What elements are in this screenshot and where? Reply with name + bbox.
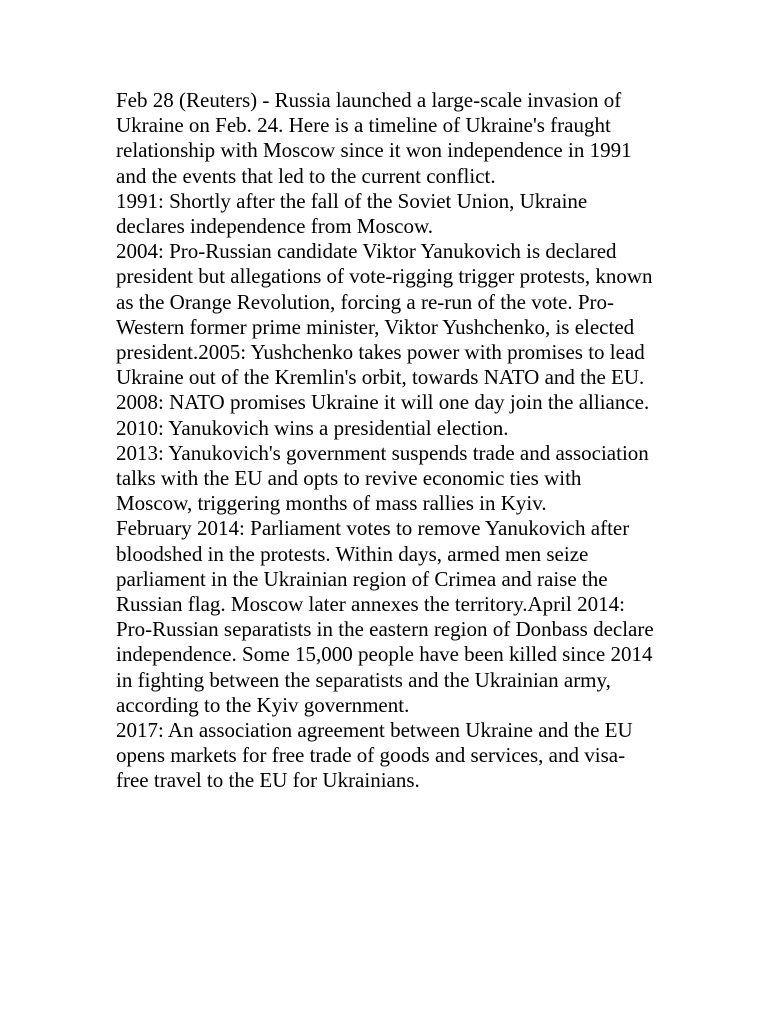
intro-paragraph: Feb 28 (Reuters) - Russia launched a large-scale invasion of Ukraine on Feb. 24. Here is a timeline of Ukraine's fraught relationship with Moscow since it won independence in 1991 and the events that led to the current conflict. xyxy=(116,88,632,188)
timeline-entry-1991: 1991: Shortly after the fall of the Soviet Union, Ukraine declares independence from Moscow. xyxy=(116,188,588,239)
timeline-entry-2008: 2008: NATO promises Ukraine it will one day join the alliance. xyxy=(116,390,650,415)
timeline-entry-2004: 2004: Pro-Russian candidate Viktor Yanukovich is declared president but allegations of vote-rigging trigger protests, known as the Orange Revolution, forcing a re-run of the vote. Pro-Western former prime minister, Viktor Yushchenko, is elected president.2005: Yushchenko takes power with promises to lead Ukraine out of the Kremlin's orbit, towards NATO and the EU. xyxy=(116,239,653,390)
timeline-entry-2010: 2010: Yanukovich wins a presidential election. xyxy=(116,415,509,440)
document-body xyxy=(116,88,656,794)
timeline-entry-2014: February 2014: Parliament votes to remove Yanukovich after bloodshed in the protests. Within days, armed men seize parliament in the Ukrainian region of Crimea and raise the Russian flag. Moscow later annexes the territory.April 2014: Pro-Russian separatists in the eastern region of Donbass declare independence. Some 15,000 people have been killed since 2014 in fighting between the separatists and the Ukrainian army, according to the Kyiv government. xyxy=(116,516,654,717)
timeline-entry-2013: 2013: Yanukovich's government suspends trade and association talks with the EU and opts to revive economic ties with Moscow, triggering months of mass rallies in Kyiv. xyxy=(116,440,649,516)
timeline-entry-2017: 2017: An association agreement between Ukraine and the EU opens markets for free trade of goods and services, and visa-free travel to the EU for Ukrainians. xyxy=(116,718,633,793)
